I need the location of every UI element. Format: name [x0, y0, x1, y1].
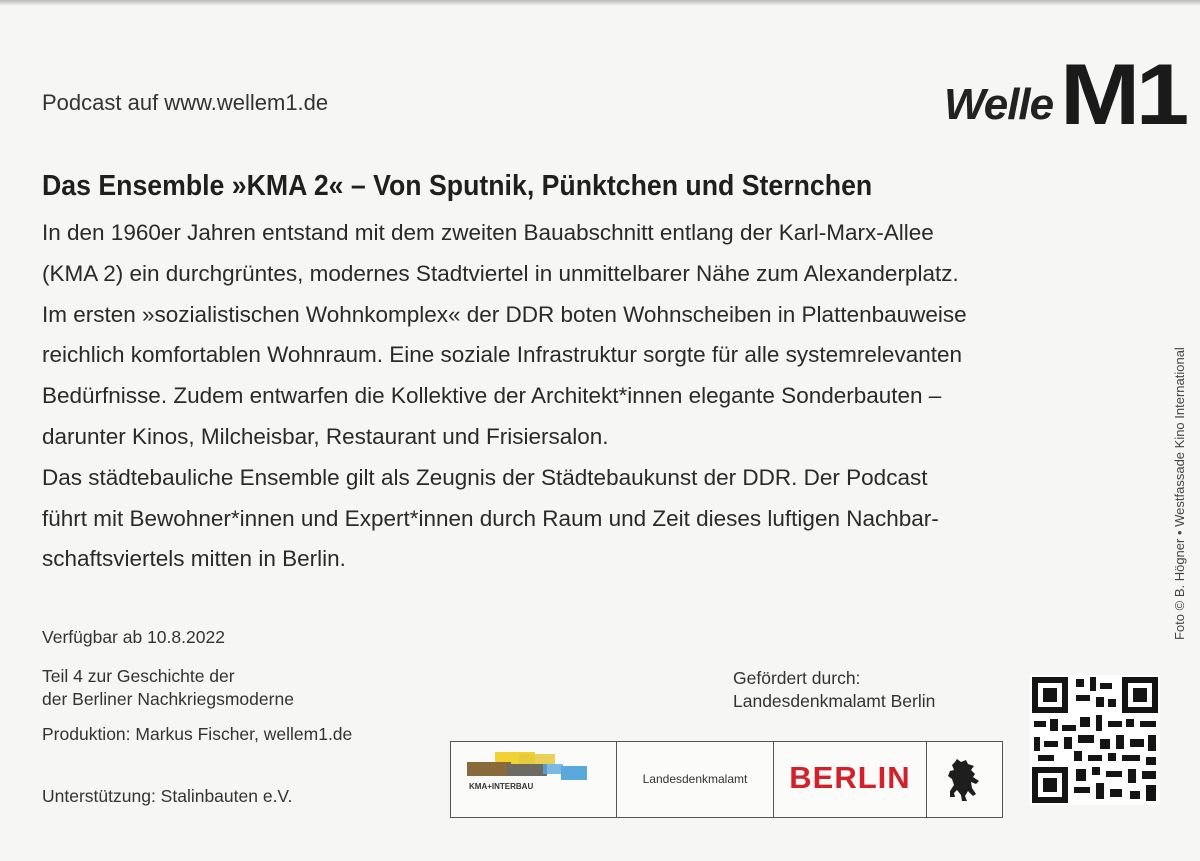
photo-credit: Foto © B. Högner • Westfassade Kino International	[1172, 347, 1187, 640]
landesdenkmalamt-logo	[617, 742, 774, 817]
berlin-logo	[774, 742, 927, 817]
welle-m1-logo	[944, 47, 1185, 143]
kma-interbau-label: KMA+INTERBAU	[469, 782, 534, 791]
berlin-bear-cell	[927, 742, 1002, 817]
landesdenkmalamt-label: Landesdenkmalamt	[642, 772, 748, 786]
production-credit: Produktion: Markus Fischer, wellem1.de	[42, 724, 353, 744]
article-body	[42, 213, 1122, 580]
sponsor-label: Gefördert durch:	[733, 668, 861, 688]
kma-interbau-graphic	[451, 742, 616, 817]
body-line: In den 1960er Jahren entstand mit dem zweiten Bauabschnitt entlang der Karl-Marx-Allee	[42, 220, 934, 245]
logo-m1-text: M1	[1060, 47, 1185, 143]
qr-code	[1030, 675, 1160, 805]
series-part-line1: Teil 4 zur Geschichte der	[42, 666, 235, 686]
body-line: schaftsviertels mitten in Berlin.	[42, 546, 346, 572]
berlin-wordmark: BERLIN	[789, 760, 911, 795]
body-line: Im ersten »sozialistischen Wohnkomplex« der DDR boten Wohnscheiben in Plattenbauweise	[42, 301, 967, 327]
sponsor-block	[733, 667, 935, 713]
body-line: (KMA 2) ein durchgrüntes, modernes Stadtviertel in unmittelbarer Nähe zum Alexanderplatz.	[42, 260, 959, 286]
body-line: reichlich komfortablen Wohnraum. Eine soziale Infrastruktur sorgte für alle systemrelevanten	[42, 342, 962, 368]
logo-welle-text: Welle	[944, 80, 1054, 129]
card-top-edge	[0, 0, 1200, 6]
sponsor-name: Landesdenkmalamt Berlin	[733, 691, 936, 711]
body-line: Bedürfnisse. Zudem entwarfen die Kollektive der Architekt*innen elegante Sonderbauten –	[42, 383, 942, 409]
support-credit: Unterstützung: Stalinbauten e.V.	[42, 786, 293, 806]
body-line: Das städtebauliche Ensemble gilt als Zeugnis der Städtebaukunst der DDR. Der Podcast	[42, 464, 928, 490]
podcast-url-line: Podcast auf www.wellem1.de	[42, 90, 329, 115]
availability-date: Verfügbar ab 10.8.2022	[42, 627, 225, 647]
body-line: darunter Kinos, Milcheisbar, Restaurant und Frisiersalon.	[42, 423, 609, 449]
partner-logos	[450, 741, 1003, 818]
article-title: Das Ensemble »KMA 2« – Von Sputnik, Pünktchen und Sternchen	[42, 170, 873, 202]
body-line: führt mit Bewohner*innen und Expert*innen durch Raum und Zeit dieses luftigen Nachbar-	[42, 505, 939, 531]
kma-interbau-logo	[451, 742, 617, 817]
berlin-bear-icon	[941, 754, 987, 804]
series-part-line2: der Berliner Nachkriegsmoderne	[42, 689, 294, 709]
